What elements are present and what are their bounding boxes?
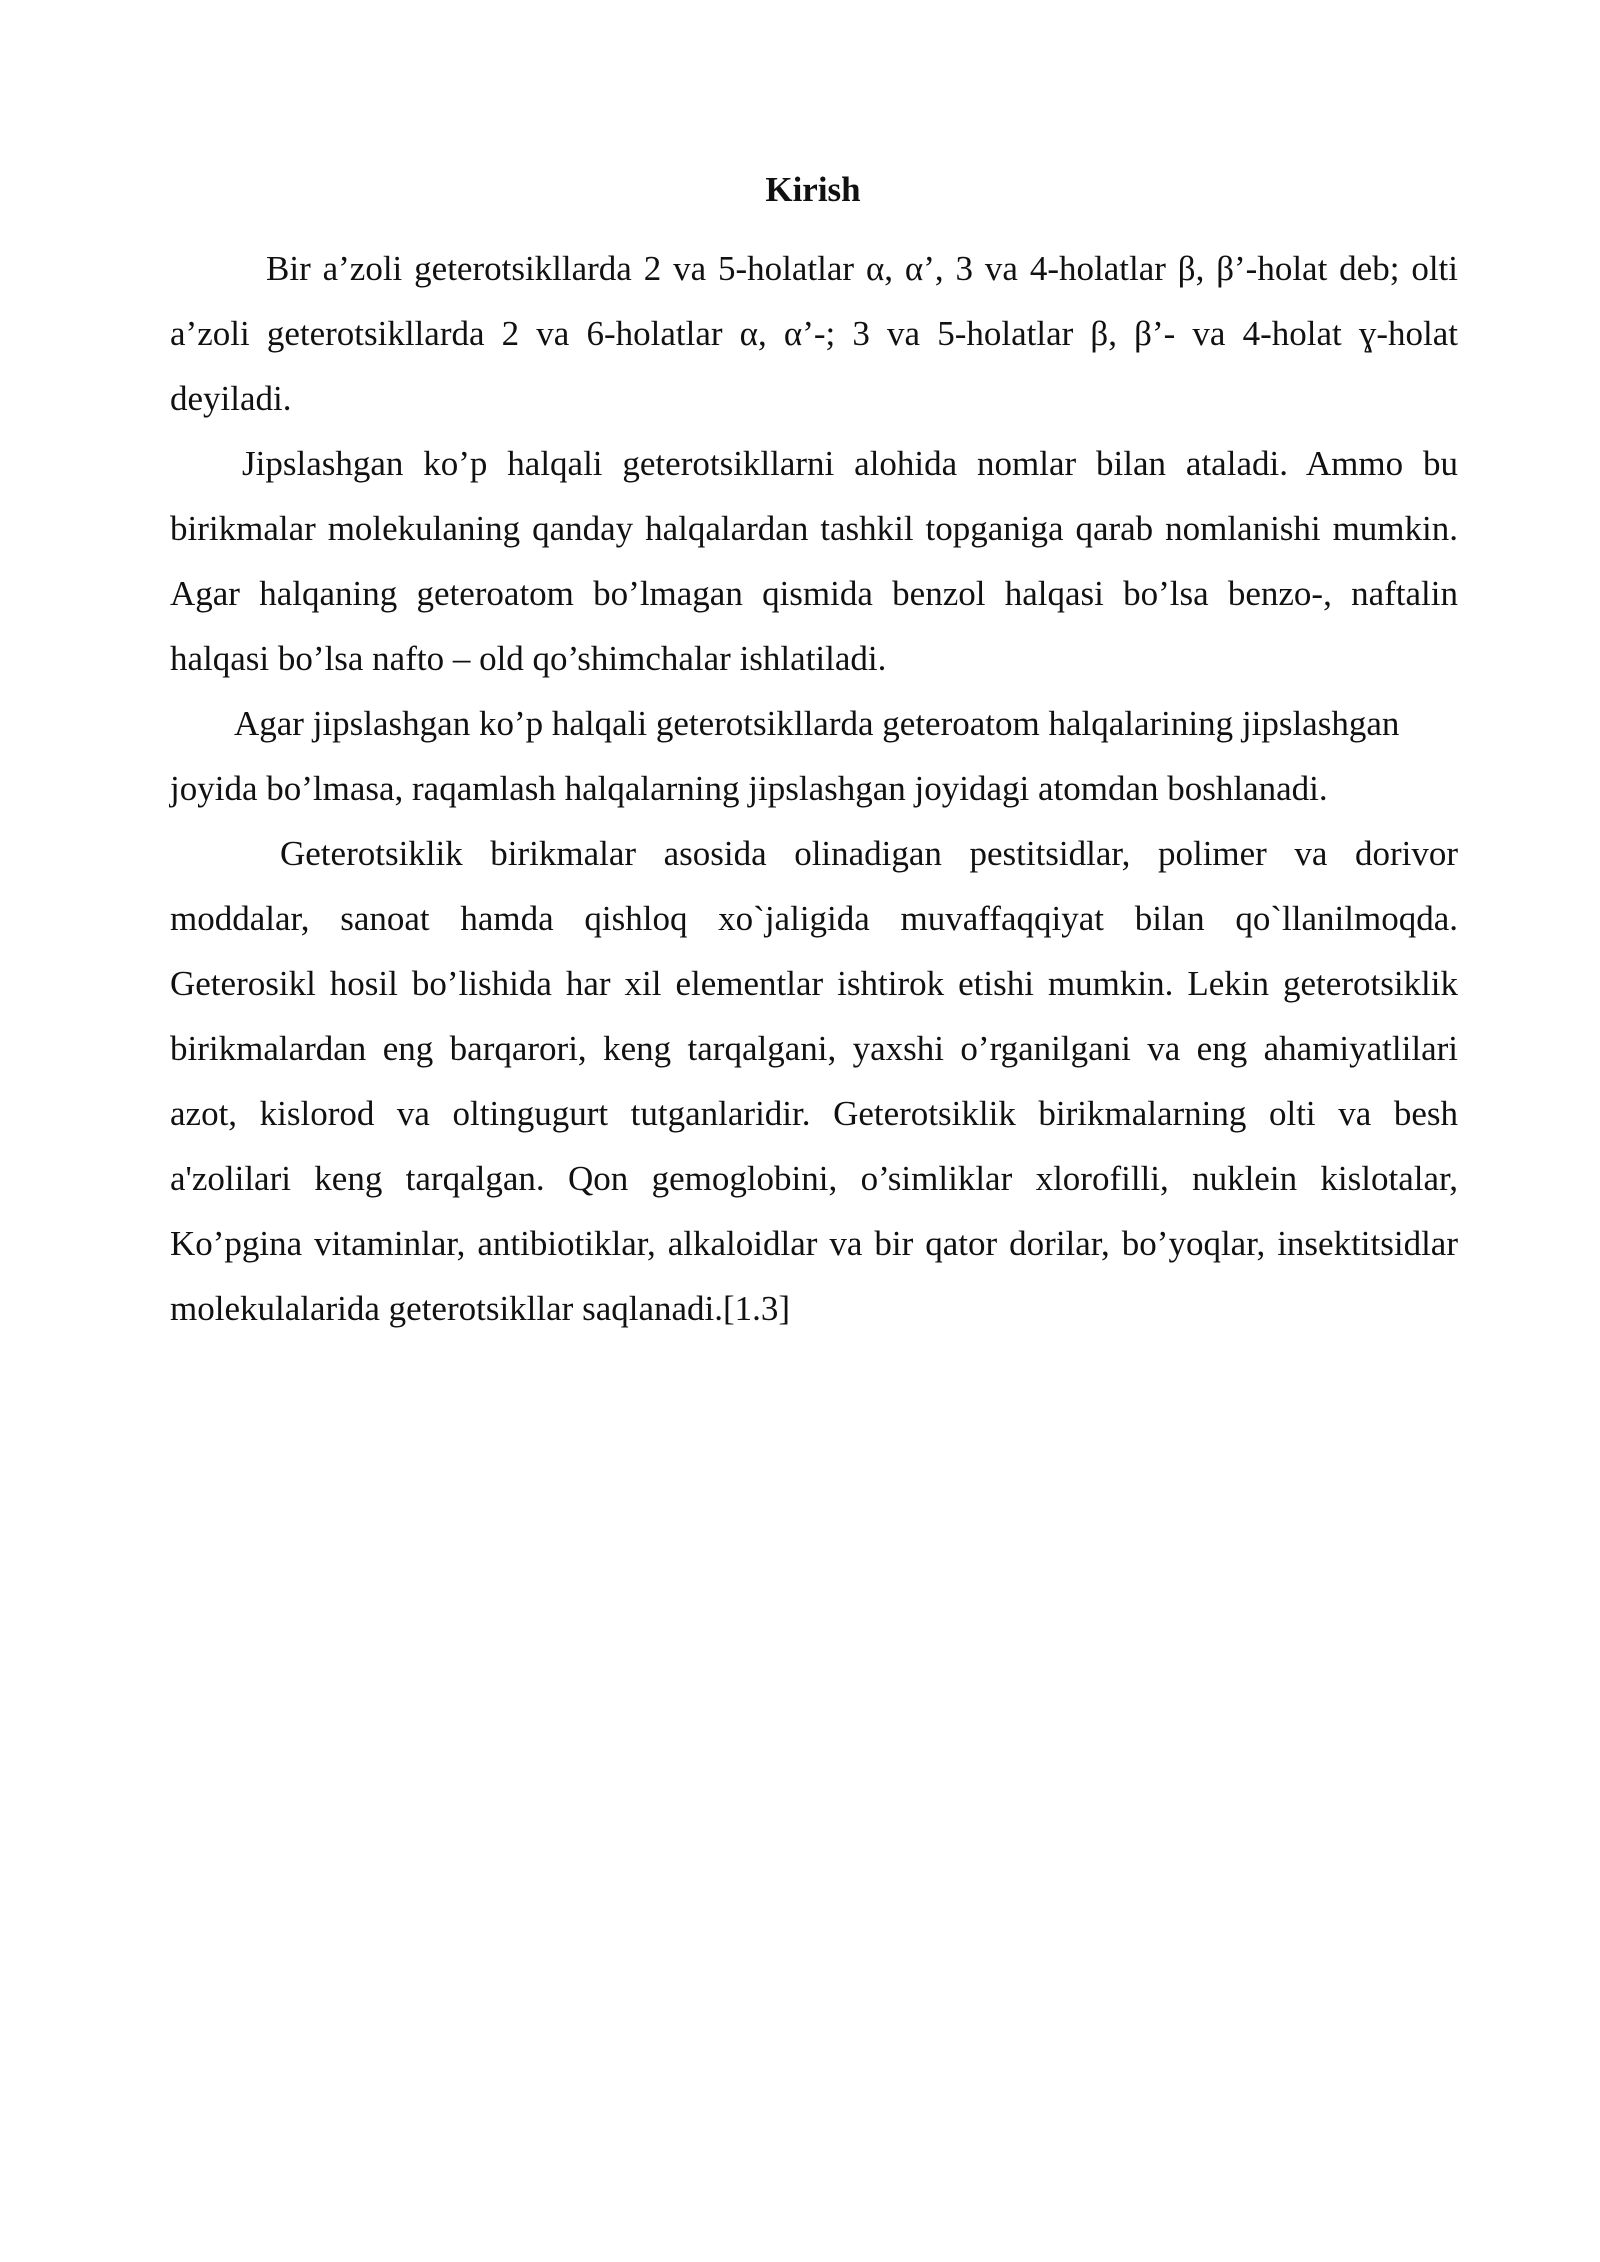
- document-body: [170, 236, 1458, 1341]
- paragraph-fused-rings-naming: Jipslashgan ko’p halqali geterotsikllarni alohida nomlar bilan ataladi. Ammo bu birikmalar molekulaning qanday halqalardan tashkil topganiga qarab nomlanishi mumkin. Agar halqaning geteroatom bo’lmagan qismida benzol halqasi bo’lsa benzo-, naftalin halqasi bo’lsa nafto – old qo’shimchalar ishlatiladi.: [170, 444, 1458, 678]
- paragraph-numbering: Agar jipslashgan ko’p halqali geterotsikllarda geteroatom halqalarining jipslashgan joyida bo’lmasa, raqamlash halqalarning jipslashgan joyidagi atomdan boshlanadi.: [170, 704, 1400, 808]
- paragraph-applications: Geterotsiklik birikmalar asosida olinadigan pestitsidlar, polimer va dorivor moddalar, sanoat hamda qishloq xo`jaligida muvaffaqqiyat bilan qo`llanilmoqda. Geterosikl hosil bo’lishida har xil elementlar ishtirok etishi mumkin. Lekin geterotsiklik birikmalardan eng barqarori, keng tarqalgani, yaxshi o’rganilgani va eng ahamiyatlilari azot, kislorod va oltingugurt tutganlaridir. Geterotsiklik birikmalarning olti va besh a'zolilari keng tarqalgan. Qon gemoglobini, o’simliklar xlorofilli, nuklein kislotalar, Ko’pgina vitaminlar, antibiotiklar, alkaloidlar va bir qator dorilar, bo’yoqlar, insektitsidlar molekulalarida geterotsikllar saqlanadi.[1.3]: [170, 834, 1458, 1328]
- paragraph-positions: Bir a’zoli geterotsikllarda 2 va 5-holatlar α, α’, 3 va 4-holatlar β, β’-holat deb; olti a’zoli geterotsikllarda 2 va 6-holatlar α, α’-; 3 va 5-holatlar β, β’- va 4-holat ɣ-holat deyiladi.: [170, 249, 1458, 418]
- page-title: Kirish: [765, 170, 861, 209]
